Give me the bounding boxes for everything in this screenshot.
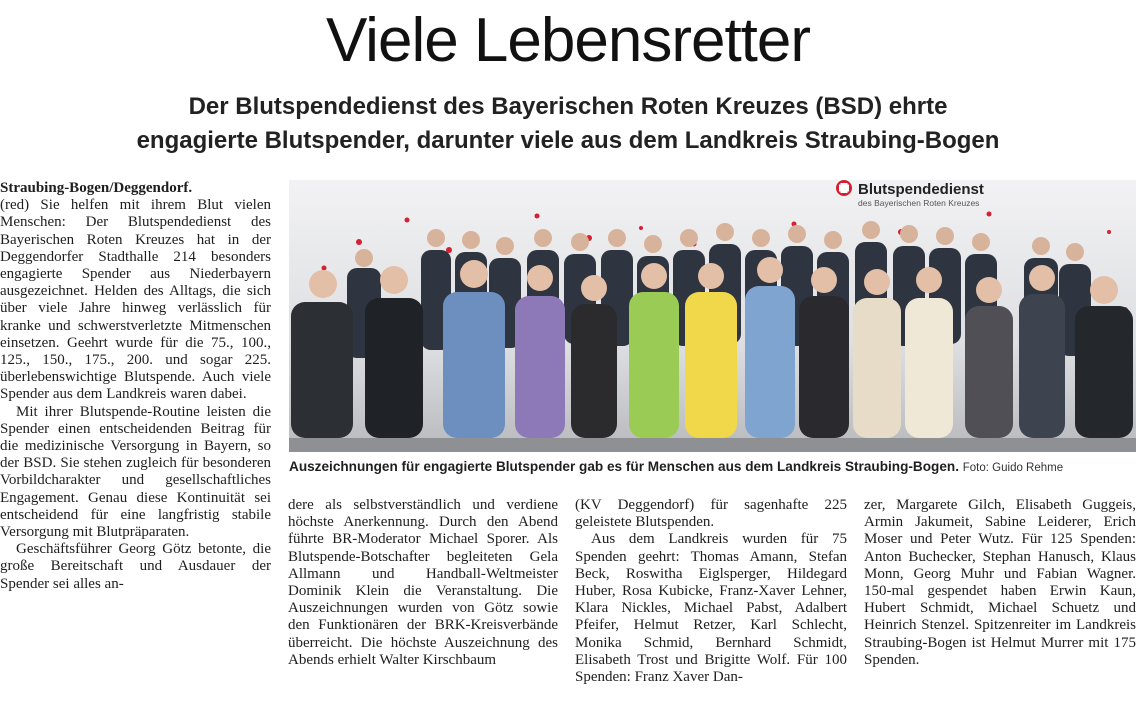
subheadline-line-1: Der Blutspendedienst des Bayerischen Roten Kreuzes (BSD) ehrte (188, 93, 948, 120)
subheadline-line-2: engagierte Blutspender, darunter viele aus dem Landkreis Straubing-Bogen (136, 127, 1000, 154)
caption-text: Auszeichnungen für engagierte Blutspender gab es für Menschen aus dem Landkreis Straubing-Bogen. (289, 459, 959, 474)
photo-credit: Foto: Guido Rehme (962, 462, 1064, 474)
article-column-4 (864, 497, 1136, 669)
paragraph-intro: (red) Sie helfen mit ihrem Blut vielen Menschen: Der Blutspendedienst des Bayerischen Roten Kreuzes hat in der Deggendorfer Stadthalle 214 besonders engagierte Spender aus Niederbayern ausgezeichnet. Helden des Alltags, die sich über viele Jahre hinweg verlässlich für kranke und schwerstverletzte Mitmenschen einsetzen. Geehrt wurde für die 75., 100., 125., 150., 175., 200. und sogar 225. überlebenswichtige Blutspende. Auch viele Spender aus dem Landkreis waren dabei. (0, 197, 271, 403)
paragraph-col3-b: Aus dem Landkreis wurden für 75 Spenden geehrt: Thomas Amann, Stefan Beck, Roswitha Eiglsperger, Hildegard Huber, Rosa Kubicke, Franz-Xaver Lehner, Klara Nickles, Michael Pabst, Adalbert Pfeifer, Helmut Retzer, Karl Schlecht, Monika Schmid, Bernhard Schmidt, Elisabeth Trost und Brigitte Wolf. Für 100 Spenden: Franz Xaver Dan- (575, 531, 847, 686)
group-photo-illustration (289, 180, 1136, 452)
paragraph-col3-a: (KV Deggendorf) für sagenhafte 225 geleistete Blutspenden. (575, 497, 847, 531)
headline: Viele Lebensretter (325, 6, 811, 75)
bsd-logo (836, 180, 984, 208)
group-photo (289, 180, 1136, 452)
logo-text: Blutspendedienst (858, 181, 984, 198)
paragraph-routine: Mit ihrer Blutspende-Routine leisten die Spender einen entscheidenden Beitrag für die medizinische Versorgung in Bayern, so der BSD. Sie stehen zugleich für besonderen Vorbildcharakter und gesellschaftliches Engagement. Genau diese Kontinuität sei entscheidend für eine langfristig stabile Versorgung mit Blutpräparaten. (0, 403, 271, 541)
article-column-2 (288, 497, 558, 669)
paragraph-col2: dere als selbstverständlich und verdiene höchste Anerkennung. Durch den Abend führte BR-Moderator Michael Sporer. Als Blutspende-Botschafter begleiteten Gela Allmann und Handball-Weltmeister Dominik Klein die Veranstaltung. Die Auszeichnungen wurden von Götz sowie den Funktionären der BRK-Kreisverbände überreicht. Die höchste Auszeichnung des Abends erhielt Walter Kirschbaum (288, 497, 558, 668)
paragraph-col4: zer, Margarete Gilch, Elisabeth Guggeis, Armin Jakumeit, Sabine Leiderer, Erich Moser und Peter Wutz. Für 125 Spenden: Anton Buchecker, Stephan Hanusch, Klaus Monn, Georg Muhr und Fabian Wagner. 150-mal gespendet haben Erwin Kaun, Hubert Schmidt, Michael Schuetz und Heinrich Stenzel. Spitzenreiter im Landkreis Straubing-Bogen ist Helmut Murrer mit 175 Spenden. (864, 497, 1136, 668)
article-column-1 (0, 180, 271, 593)
dateline: Straubing-Bogen/Deggendorf. (0, 180, 193, 196)
paragraph-goetz: Geschäftsführer Georg Götz betonte, die große Bereitschaft und Ausdauer der Spender sei alles an- (0, 541, 271, 592)
article-column-3 (575, 497, 847, 686)
logo-subtext: des Bayerischen Roten Kreuzes (858, 198, 980, 208)
photo-caption (289, 458, 1136, 477)
